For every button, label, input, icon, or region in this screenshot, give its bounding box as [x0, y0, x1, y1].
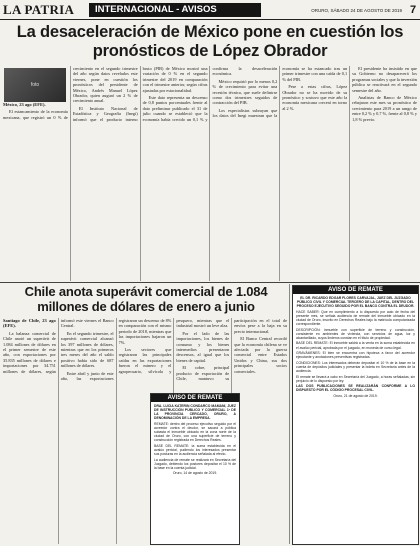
article2-paragraph: El cobre, principal producto de exportación de Chile, mantuvo su participación en el total de envíos pese a la baja en su precio internacional.	[176, 318, 287, 382]
auction-notice-small	[150, 393, 240, 545]
notice-paragraph: DRA. LUCIA KATERIN CONDARCO MAMANI, JUEZ DE INSTRUCCIÓN PÚBLICO Y COMERCIAL 1º DE LA PROVINCIA CERCADO, ORURO, A DENOMINACIÓN DE LA EMPRESA.	[154, 404, 236, 421]
article2-body	[3, 318, 287, 544]
notice-paragraph: La audiencia de remate se realizará en Secretaría del Juzgado, debiendo los postores depositar el 10 % de la base en la cuenta judicial.	[154, 457, 236, 470]
article1-paragraph: Pese a estas cifras, López Obrador no se ha movido de su pronóstico y sostuvo que este año la economía mexicana crecerá en torno al 2 %.	[282, 84, 348, 111]
section-banner: INTERNACIONAL - AVISOS	[89, 3, 261, 17]
article2-paragraph: Por el lado de las importaciones, los bienes de consumo y los bienes intermedios presentaron descensos, al igual que los bienes de capital.	[176, 330, 230, 363]
article1-paragraph: México requirió por lo menos 0,2 % de crecimiento para evitar una recesión técnica, que suele definirse como dos trimestres seguidos de contracción del PIB.	[212, 78, 278, 106]
newspaper-brand: LA PATRIA	[3, 2, 75, 17]
masthead	[0, 0, 420, 20]
column-rule	[289, 284, 290, 544]
article2-paragraph: La balanza comercial de Chile anotó un superávit de 1.084 millones de dólares en el primer semestre de este año, con exportaciones por 35.835 millones de dólares e importaciones por 34.751 millones de dólares, según informó este viernes el Banco Central.	[3, 318, 114, 374]
article1-paragraph: El presidente ha insistido en que su Gobierno no desaparecerá los programas sociales y que la inversión pública se reactivará en el segundo semestre del año.	[352, 66, 417, 93]
article1-paragraph: Los especialistas subrayan que los datos del Inegi muestran que la economía se ha estancado tras un primer trimestre con una caída de 0,1 % del PIB.	[212, 66, 348, 119]
auction-notice-title: AVISO DE REMATE	[151, 394, 239, 402]
auction-notice-large	[292, 285, 419, 545]
article2-headline: Chile anota superávit comercial de 1.084 millones de dólares de enero a junio	[24, 284, 268, 314]
article1-byline: México, 23 ago (EFE).	[3, 102, 46, 107]
notice-paragraph: REMATE: dentro del proceso ejecutivo seguido por el acreedor contra el deudor, se sacará a pública subasta el inmueble ubicado en la zona norte de la ciudad de Oruro, con una superficie de terreno y construcción registrada en Derechos Reales.	[154, 421, 236, 443]
notice-paragraph: EL DR. RICARDO EDGAR FLORES CARVAJAL, JUEZ DEL JUZGADO PÚBLICO CIVIL Y COMERCIAL TERCERO DE LA CAPITAL, DENTRO DEL PROCESO EJECUTIVO SEGUIDO POR EL BANCO CONTRA EL DEUDOR.	[296, 296, 415, 309]
notice-paragraph: BASE DEL REMATE: El inmueble saldrá a la venta en la suma establecida en el avalúo pericial, aprobada por el juzgado, en moneda de curso legal.	[296, 341, 415, 350]
article2-paragraph: El Banco Central recordó que la economía chilena se ve afectada por la guerra comercial entre Estados Unidos y China, sus dos principales socios comerciales.	[234, 336, 287, 374]
notice-paragraph: CONDICIONES: Los interesados deberán depositar el 10 % de la base en la cuenta de depósitos judiciales y presentar la boleta en Secretaría antes de la audiencia.	[296, 360, 415, 373]
notice-paragraph: El remate se llevará a cabo en Secretaría del Juzgado, a horas señaladas, sin perjuicio de lo dispuesto por ley.	[296, 374, 415, 383]
article1-paragraph: Analistas de Banco de México rebajaron este mes su pronóstico de crecimiento para 2019 a un rango de entre 0,2 % y 0,7 %, frente al 0,8 % y 1,8 % previo.	[352, 95, 417, 122]
notice-paragraph: HACE SABER: Que en cumplimiento a lo dispuesto por auto de fecha del presente mes, se señala audiencia de remate del inmueble ubicado en la ciudad de Oruro, inscrito en Derechos Reales bajo la matrícula computarizada correspondiente.	[296, 309, 415, 327]
notice-paragraph: DESCRIPCIÓN: inmueble con superficie de terreno y construcción, consistente en ambientes de vivienda, con servicios de agua, luz y alcantarillado, cuyos linderos constan en el título de propiedad.	[296, 327, 415, 340]
page-number: 7	[409, 4, 417, 16]
notice-paragraph: LAS DOS PUBLICACIONES SE REALIZARÁN CONFORME A LO DISPUESTO POR EL CÓDIGO PROCESAL CIVIL.	[296, 384, 415, 393]
auction-notice-title: AVISO DE REMATE	[293, 286, 418, 294]
photo-label: foto	[30, 82, 40, 88]
notice-paragraph: Oruro, 14 de agosto de 2019.	[172, 471, 218, 476]
article1-paragraph: Este dato representa un descenso de 0,8 puntos porcentuales frente al dato preliminar publicado el 31 de julio cuando se estableció que la economía había crecido un 0,1 % y confirma la desaceleración económica.	[142, 66, 278, 122]
notice-paragraph: GRAVÁMENES: El bien se encuentra con hipoteca a favor del acreedor ejecutante y anotaciones preventivas registradas.	[296, 351, 415, 360]
article1-paragraph: El Instituto Nacional de Estadística y Geografía (Inegi) informó que el producto interno bruto (PIB) de México mostró una variación de 0 % en el segundo trimestre del 2019 en comparación con el trimestre anterior, según cifras ajustadas por estacionalidad.	[72, 66, 208, 122]
article2-byline: Santiago de Chile, 23 ago (EFE).	[3, 318, 56, 329]
article1-paragraph: El estancamiento de la economía mexicana, que registró un 0 % de crecimiento en el segundo trimestre del año según datos revelados este viernes, pone en cuestión los pronósticos del presidente de México, Andrés Manuel López Obrador, quien auguró un 2 % de crecimiento anual.	[3, 66, 138, 120]
masthead-rule	[0, 19, 420, 20]
article2-paragraph: Los sectores que registraron las principales caídas en las exportaciones fueron el minero y el agropecuario, silvícola y pesquero, mientras que el industrial mostró un leve alza.	[118, 318, 230, 374]
article1-headline: La desaceleración de México pone en cuestión los pronósticos de López Obrador	[16, 23, 404, 60]
article2-paragraph: En el segundo trimestre, el superávit comercial alcanzó los 397 millones de dólares, mientras que en los primeros tres meses del año el saldo positivo había sido de 687 millones de dólares.	[60, 330, 114, 369]
notice-paragraph: BASE DEL REMATE: la suma establecida en el avalúo pericial, pudiendo los interesados presentar sus posturas en la audiencia señalada al efecto.	[154, 443, 236, 457]
article2-paragraph: Entre abril y junio de este año, las exportaciones registraron un descenso de 8% en comparación con el mismo periodo de 2018, mientras que las importaciones bajaron un 7%.	[60, 318, 172, 382]
article1-photo	[4, 68, 66, 102]
notice-paragraph: Oruro, 21 de agosto de 2019.	[333, 393, 378, 398]
section-divider	[0, 282, 420, 283]
dateline: ORURO, SÁBADO 24 DE AGOSTO DE 2019	[311, 7, 402, 13]
